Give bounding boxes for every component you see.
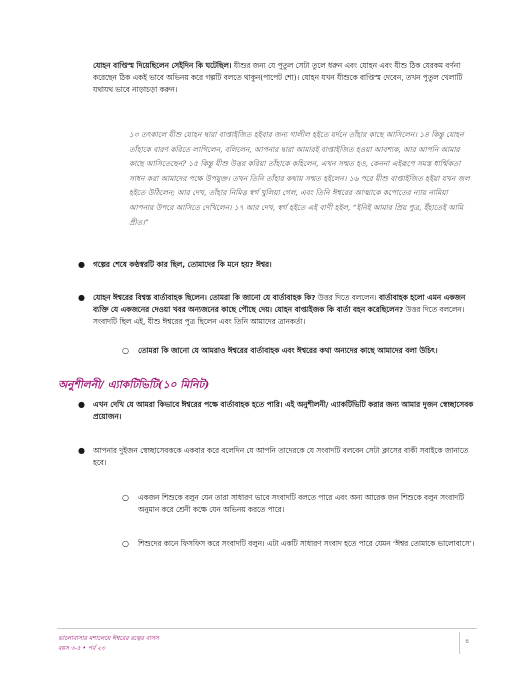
activity-heading: অনুশীলনী/ এ্যাকটিভিটি(১০ মিনিট): [58, 379, 210, 391]
messenger-tail: উত্তর দিতে বললেন। সংবাদটি ছিল এই, যীশু ঈশ্বরের পুত্র ছিলেন এবং তিনি আমাদের ত্রানকর্তা।: [93, 305, 465, 327]
intro-lead: যোহন বাপ্তিস্ম দিয়েছিলেন সেইদিন কি ঘটেছিল।: [93, 61, 232, 70]
bullet-marker: ●: [78, 400, 85, 409]
footer-divider: [57, 628, 477, 629]
sub-bullet-marker: ○: [122, 539, 129, 548]
sub-bullet-marker: ○: [122, 493, 129, 502]
sub-bullet-marker: ○: [122, 346, 129, 355]
sub-bullet-whisper: শিশুদের কানে ফিসফিস করে সংবাদটি বলুন। এটা একটি সাধারণ সংবাদ হতে পারে যেমন ‘ঈশ্বর তোমাকে ভালোবাসে’।: [138, 539, 475, 548]
bullet-marker: ●: [78, 260, 85, 269]
footer-series-title: ভালোবাসার মশালেয়ে ঈশ্বরের রত্নের বাসস: [58, 635, 159, 642]
page-number: ৪: [465, 637, 470, 645]
messenger-lead: যোহন ঈশ্বরের বিশ্বস্ত বার্তাবাহক ছিলেন। তোমরা কি জানো যে বার্তাবাহক কি?: [93, 293, 316, 302]
intro-body: যীশুর জন্য যে পুতুল সেটা তুলে ধরুন এবং যোহন এবং যীশু ঠিক যেরকম বর্ণনা করেছেন ঠিক একই ভাবে অভিনয় করে গল্পটি বলতে থাকুন(পাপেট শো)। যোহন যখন যীশুকে বাপ্তিস্ম দেবেন, তখন পুতুল খেলাটি যথাযথ ভাবে নাড়াচড়া করুন।: [93, 61, 463, 95]
messenger-definition: বার্তাবাহক হলো এমন একজন ব্যক্তি যে একজনের দেওয়া খবর অন্যজনের কাছে পৌছে দেয়। যোহন বাপ্তাইজক কি বার্তা বহন করেছিলেন?: [93, 293, 466, 315]
intro-paragraph: [93, 60, 475, 97]
bullet-marker: ●: [78, 293, 85, 302]
footer-age-lesson: বয়স ৩-৫ • পর্ব ২৩: [58, 645, 106, 652]
scripture-quote: ১৩ তৎকালে যীশু যোহন দ্বারা বাপ্তাইজিত হইবার জন্য গালীল হইতে যর্দনে তাঁহার কাছে আসিলেন। ১৪ কিন্তু যোহন তাঁহাকে বারণ করিতে লাগিলেন, বলিলেন, আপনার দ্বারা আমারই বাপ্তাইজিত হওয়া আবশ্যক, আর আপনি আমার কাছে আসিতেছেন? ১৫ কিন্তু যীশু উত্তর করিয়া তাঁহাকে কহিলেন, এখন সম্মত হও, কেননা এইরূপে সমস্ত ধার্ম্মিকতা সাধন করা আমাদের পক্ষে উপযুক্ত। তখন তিনি তাঁহার কথায় সম্মত হইলেন। ১৬ পরে যীশু বাপ্তাইজিত হইয়া যখন জল হইতে উঠিলেন; আর দেখ, তাঁহার নিমিত্ত স্বর্গ খুলিয়া গেল, এবং তিনি ঈশ্বরের আত্মাকে কপোতের ন্যায় নামিয়া আপনার উপরে আসিতে দেখিলেন। ১৭ আর দেখ, স্বর্গ হইতে এই বাণী হইল, “ইনিই আমার প্রিয় পুত্র, ইঁহাতেই আমি প্রীত।”: [129, 130, 470, 227]
bullet-voice-question: গল্পের শেষে কণ্ঠস্বরটি কার ছিল, তোমাদের কি মনে হয়? ঈশ্বর।: [93, 260, 272, 269]
bullet-marker: ●: [78, 446, 85, 455]
sub-bullet-act-out: একজন শিশুকে বলুন যেন তারা সাধারণ ভাবে সংবাদটি বলতে পারে এবং অন্য আরেক জন শিশুকে বলুন সংবাদটি অনুমান করে শ্রেনী কক্ষে যেন অভিনয় করতে পারে।: [138, 493, 465, 515]
bullet-volunteers: আপনার দুইজন স্বেচ্ছাসেবককে একবার করে বলেদিন যে আপনি তাদেরকে যে সংবাদটি বলবেন সেটা ক্লাসের বাকী সবাইকে জানাতে হবে।: [93, 446, 469, 468]
page-number-divider: [459, 632, 460, 654]
sub-bullet-we-are-messengers: তোমরা কি জানো যে আমরাও ঈশ্বরের বার্তাবাহক এবং ঈশ্বরের কথা অন্যদের কাছে আমাদের বলা উচিৎ।: [138, 346, 438, 355]
bullet-messenger: [93, 292, 475, 329]
messenger-mid: উত্তর দিতে বললেন।: [315, 293, 379, 302]
bullet-activity-intro: এখন দেখি যে আমরা কিভাবে ঈশ্বরের পক্ষে বার্তাবাহক হতে পারি। এই অনুশীলনী/ এ্যাকটিভিটি করার জন্য আমার দু‌জন স্বেচ্ছাসেবক প্রয়োজন।: [93, 400, 474, 422]
